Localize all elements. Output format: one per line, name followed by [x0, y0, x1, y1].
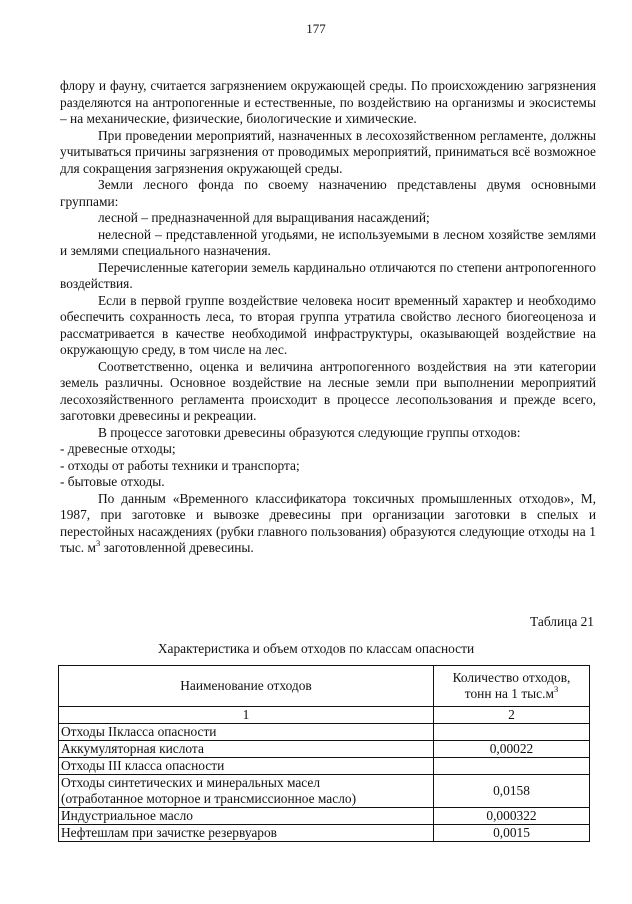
waste-value: 0,0158	[434, 775, 590, 808]
body-text	[60, 78, 596, 557]
list-item: - древесные отходы;	[60, 441, 176, 456]
waste-name: Аккумуляторная кислота	[59, 741, 434, 758]
superscript: 3	[95, 538, 101, 548]
table-row	[59, 808, 590, 825]
waste-name-line: (отработанное моторное и трансмиссионное масло)	[61, 791, 357, 806]
paragraph: В процессе заготовки древесины образуются следующие группы отходов:	[98, 424, 521, 440]
header-quantity	[434, 666, 590, 707]
waste-table	[58, 665, 590, 842]
list-item: - отходы от работы техники и транспорта;	[60, 457, 300, 473]
waste-value: 0,00022	[434, 741, 590, 758]
table-row	[59, 724, 590, 741]
header-unit-superscript: 3	[553, 684, 559, 694]
closing-paragraph	[60, 491, 596, 557]
header-quantity-text: Количество отходов,	[452, 670, 571, 685]
header-unit: тонн на 1 тыс.м	[464, 686, 554, 701]
column-number: 1	[59, 707, 434, 724]
paragraph: флору и фауну, считается загрязнением окружающей среды. По происхождению загрязнения разделяются на антропогенные и естественные, по воздействию на организмы и экосистемы – на механические, физические, биологические и химические.	[60, 78, 596, 126]
waste-value	[434, 724, 590, 741]
table-label: Таблица 21	[530, 614, 594, 629]
paragraph: Перечисленные категории земель кардинально отличаются по степени антропогенного воздействия.	[60, 259, 596, 291]
waste-name: Нефтешлам при зачистке резервуаров	[59, 825, 434, 842]
waste-name: Отходы III класса опасности	[59, 758, 434, 775]
table-row	[59, 775, 590, 808]
waste-name-line: Отходы синтетических и минеральных масел	[61, 775, 321, 790]
page-number: 177	[306, 21, 326, 36]
waste-name: Отходы IIкласса опасности	[59, 724, 434, 741]
list-item: - бытовые отходы.	[60, 474, 165, 489]
table-caption: Характеристика и объем отходов по классам опасности	[157, 641, 475, 656]
waste-name: Индустриальное масло	[59, 808, 434, 825]
header-name: Наименование отходов	[59, 666, 434, 707]
paragraph: Соответственно, оценка и величина антропогенного воздействия на эти категории земель различны. Основное воздействие на лесные земли при выполнении мероприятий лесохозяйственного регламента происходит в процессе лесопользования и прежде всего, заготовки древесины и рекреации.	[60, 358, 596, 423]
column-number-row	[59, 707, 590, 724]
table-row	[59, 758, 590, 775]
paragraph: Земли лесного фонда по своему назначению представлены двумя основными группами:	[60, 177, 596, 209]
waste-name	[59, 775, 434, 808]
closing-paragraph-text: По данным «Временного классификатора токсичных промышленных отходов», М, 1987, при заготовке и вывозке древесины при организации заготовки в спелых и перестойных насаждениях (рубки главного пользования) образуются следующие отходы на 1 тыс. м	[60, 490, 596, 555]
waste-value	[434, 758, 590, 775]
paragraph: При проведении мероприятий, назначенных в лесохозяйственном регламенте, должны учитываться причины загрязнения от проводимых мероприятий, приниматься всё возможное для сокращения загрязнения окружающей среды.	[60, 127, 596, 176]
waste-value: 0,0015	[434, 825, 590, 842]
table-row	[59, 825, 590, 842]
paragraph: Если в первой группе воздействие человека носит временный характер и необходимо обеспечить сохранность леса, то вторая группа утратила свойство лесного биогеоценоза и рассматривается в качестве необходимой инфраструктуры, оказывающей воздействие на окружающую среду, в том числе на лес.	[60, 292, 596, 357]
paragraph: лесной – предназначенной для выращивания насаждений;	[98, 210, 430, 225]
table-row	[59, 741, 590, 758]
column-number: 2	[434, 707, 590, 724]
paragraph: нелесной – представленной угодьями, не используемыми в лесном хозяйстве землями и землями специального назначения.	[60, 226, 596, 258]
table-header-row	[59, 666, 590, 707]
waste-value: 0,000322	[434, 808, 590, 825]
closing-paragraph-suffix: заготовленной древесины.	[100, 540, 254, 555]
